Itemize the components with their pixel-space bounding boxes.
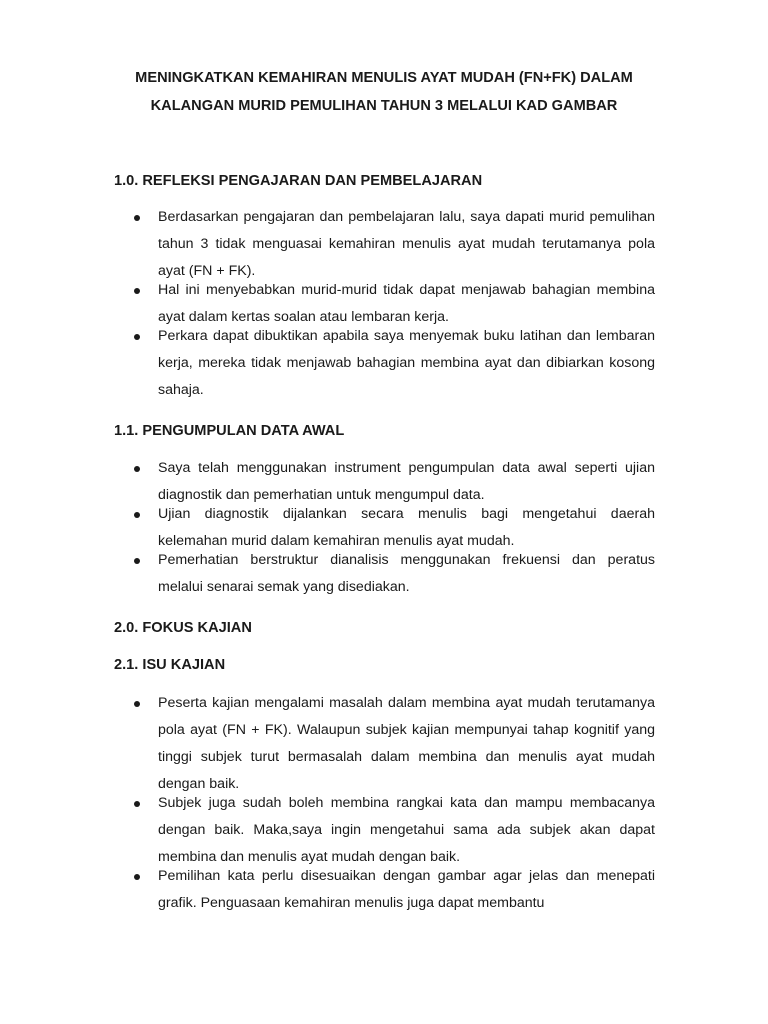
- list-item: [130, 323, 655, 404]
- bullet-icon: [134, 466, 140, 472]
- list-item-text: Pemilihan kata perlu disesuaikan dengan gambar agar jelas dan menepati grafik. Penguasaan kemahiran menulis juga dapat membantu: [158, 868, 655, 911]
- list-item: [130, 790, 655, 871]
- list-item-text: Pemerhatian berstruktur dianalisis menggunakan frekuensi dan peratus melalui senarai semak yang disediakan.: [158, 552, 655, 595]
- list-item-text: Berdasarkan pengajaran dan pembelajaran lalu, saya dapati murid pemulihan tahun 3 tidak menguasai kemahiran menulis ayat mudah terutamanya pola ayat (FN + FK).: [158, 209, 655, 279]
- bullet-icon: [134, 512, 140, 518]
- list-item-text: Subjek juga sudah boleh membina rangkai kata dan mampu membacanya dengan baik. Maka,saya ingin mengetahui sama ada subjek akan dapat membina dan menulis ayat mudah dengan baik.: [158, 795, 655, 865]
- bullet-icon: [134, 215, 140, 221]
- list-item: [130, 690, 655, 798]
- bullet-list: [130, 204, 655, 404]
- section-heading: 1.0. REFLEKSI PENGAJARAN DAN PEMBELAJARAN: [114, 173, 483, 189]
- list-item-text: Hal ini menyebabkan murid-murid tidak dapat menjawab bahagian membina ayat dalam kertas soalan atau lembaran kerja.: [158, 282, 655, 325]
- section-heading: 1.1. PENGUMPULAN DATA AWAL: [114, 423, 345, 439]
- list-item: [130, 204, 655, 285]
- bullet-list: [130, 455, 655, 601]
- bullet-icon: [134, 874, 140, 880]
- list-item-text: Peserta kajian mengalami masalah dalam membina ayat mudah terutamanya pola ayat (FN + FK). Walaupun subjek kajian mempunyai tahap kognitif yang tinggi subjek turut bermasalah dalam membina dan menulis ayat mudah dengan baik.: [158, 695, 655, 792]
- section-heading: 2.1. ISU KAJIAN: [114, 657, 226, 673]
- document-title: [100, 64, 668, 120]
- title-line-1: MENINGKATKAN KEMAHIRAN MENULIS AYAT MUDAH (FN+FK) DALAM: [135, 70, 633, 86]
- section-heading: 2.0. FOKUS KAJIAN: [114, 620, 252, 636]
- bullet-icon: [134, 558, 140, 564]
- bullet-icon: [134, 334, 140, 340]
- list-item-text: Perkara dapat dibuktikan apabila saya menyemak buku latihan dan lembaran kerja, mereka tidak menjawab bahagian membina ayat dan dibiarkan kosong sahaja.: [158, 328, 655, 398]
- list-item: [130, 863, 655, 917]
- list-item-text: Saya telah menggunakan instrument pengumpulan data awal seperti ujian diagnostik dan pemerhatian untuk mengumpul data.: [158, 460, 655, 503]
- list-item-text: Ujian diagnostik dijalankan secara menulis bagi mengetahui daerah kelemahan murid dalam kemahiran menulis ayat mudah.: [158, 506, 655, 549]
- bullet-list: [130, 690, 655, 917]
- title-line-2: KALANGAN MURID PEMULIHAN TAHUN 3 MELALUI KAD GAMBAR: [150, 98, 618, 114]
- bullet-icon: [134, 701, 140, 707]
- bullet-icon: [134, 801, 140, 807]
- bullet-icon: [134, 288, 140, 294]
- list-item: [130, 547, 655, 601]
